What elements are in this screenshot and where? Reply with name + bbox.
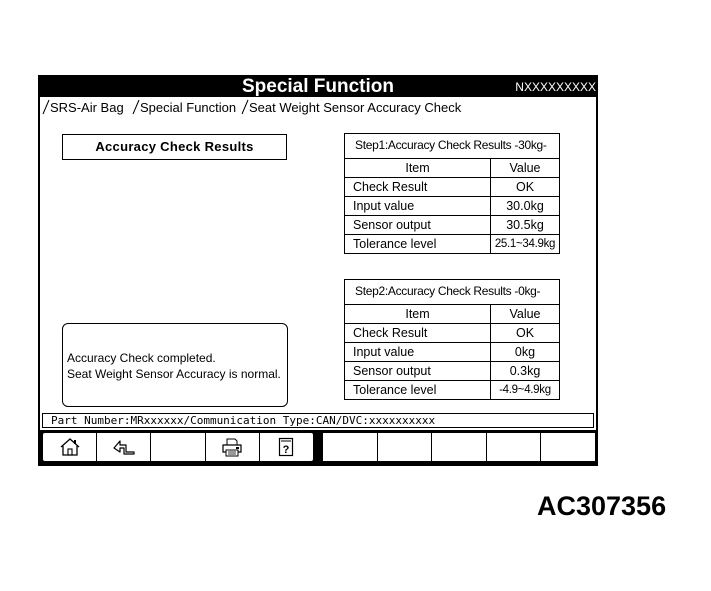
column-header-value: Value [491,305,560,324]
part-number-bar: Part Number:MRxxxxxx/Communication Type:CAN/DVC:xxxxxxxxxx [42,413,594,428]
function-button-3[interactable] [432,433,487,461]
table-header-row [345,159,559,178]
column-header-item: Item [345,159,491,178]
table-row [345,216,559,235]
table-row [345,343,559,362]
step1-heading: Step1:Accuracy Check Results -30kg- [345,134,559,159]
function-button-5[interactable] [541,433,595,461]
column-header-item: Item [345,305,491,324]
row-label: Sensor output [345,362,491,381]
step1-results-panel [344,133,560,254]
svg-text:?: ? [283,444,290,456]
help-icon [278,437,294,457]
right-button-group [323,433,595,461]
row-label: Sensor output [345,216,491,235]
slash-icon [241,99,249,115]
breadcrumb-item-seat-weight-sensor[interactable] [241,98,461,117]
breadcrumb-label: Special Function [140,100,237,115]
row-value: 30.5kg [491,216,560,235]
row-label: Tolerance level [345,235,491,254]
slash-icon [132,99,140,115]
breadcrumb [40,98,596,117]
results-heading: Accuracy Check Results [62,134,287,160]
message-line-2: Seat Weight Sensor Accuracy is normal. [67,367,281,381]
row-label: Check Result [345,178,491,197]
column-header-value: Value [491,159,560,178]
table-row [345,235,559,254]
row-value: OK [491,178,560,197]
function-button-4[interactable] [487,433,542,461]
table-row [345,324,559,343]
row-value: 0kg [491,343,560,362]
status-message-box [62,323,288,407]
vin-code: NXXXXXXXXX [515,80,596,94]
back-button[interactable] [97,433,151,461]
window-title: Special Function [241,76,395,97]
step1-table [345,159,559,253]
row-label: Check Result [345,324,491,343]
print-button[interactable] [206,433,260,461]
back-icon [112,438,136,456]
home-icon [59,437,81,457]
function-button-2[interactable] [378,433,433,461]
row-label: Input value [345,343,491,362]
row-value: 30.0kg [491,197,560,216]
step2-results-panel [344,279,560,400]
table-row [345,381,559,400]
breadcrumb-item-srs-air-bag[interactable] [42,98,124,117]
help-button[interactable] [260,433,313,461]
breadcrumb-label: SRS-Air Bag [50,100,124,115]
home-button[interactable] [43,433,97,461]
table-row [345,197,559,216]
function-button-1[interactable] [323,433,378,461]
toolbar [40,430,596,466]
breadcrumb-item-special-function[interactable] [132,98,236,117]
breadcrumb-label: Seat Weight Sensor Accuracy Check [249,100,462,115]
slash-icon [42,99,50,115]
diagnostic-screen [38,75,598,466]
left-button-group [43,433,313,461]
row-label: Input value [345,197,491,216]
empty-button[interactable] [151,433,205,461]
title-bar [40,77,596,97]
print-icon [221,437,243,457]
row-value: -4.9~4.9kg [491,381,560,400]
table-header-row [345,305,559,324]
row-label: Tolerance level [345,381,491,400]
table-row [345,178,559,197]
step2-table [345,305,559,399]
step2-heading: Step2:Accuracy Check Results -0kg- [345,280,559,305]
table-row [345,362,559,381]
row-value: OK [491,324,560,343]
row-value: 0.3kg [491,362,560,381]
figure-code: AC307356 [537,491,667,521]
row-value: 25.1~34.9kg [491,235,560,254]
message-line-1: Accuracy Check completed. [67,351,216,365]
